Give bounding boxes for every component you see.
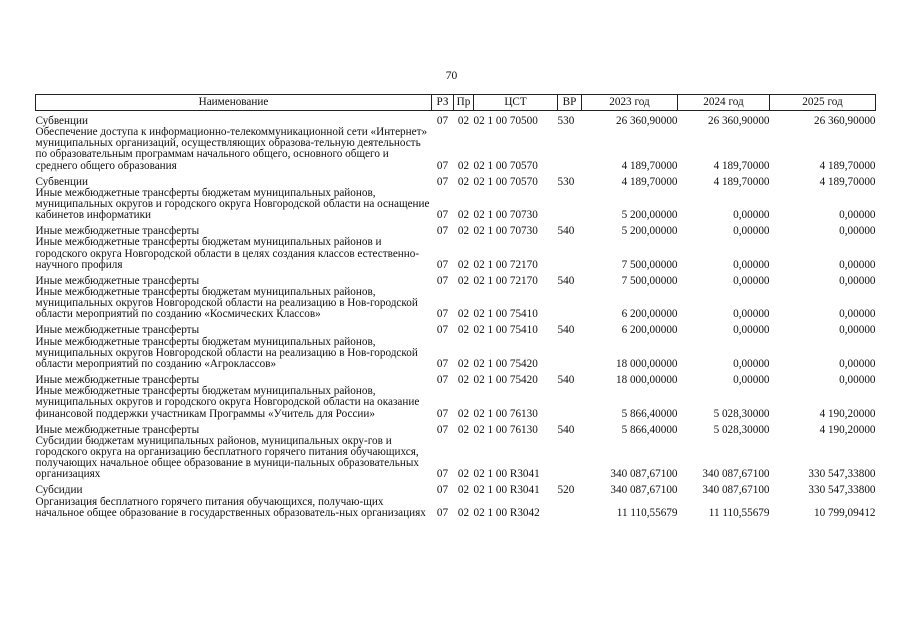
- row-cst: 02 1 00 72170: [473, 258, 538, 271]
- row-cst: 02 1 00 76130: [473, 407, 538, 420]
- row-vr: 540: [557, 374, 575, 387]
- row-2023: 26 360,90000: [615, 114, 678, 127]
- row-pr: 02: [457, 225, 470, 238]
- row-2023: 5 866,40000: [621, 407, 678, 420]
- row-2023: 7 500,00000: [621, 258, 678, 271]
- table-row: [36, 481, 876, 497]
- row-2025: 0,00000: [839, 358, 876, 371]
- row-name: Иные межбюджетные трансферты бюджетам муниципальных районов, муниципальных округов и городского округа Новгородской области на оснащение кабинетов информатики: [35, 186, 430, 222]
- row-name: Обеспечение доступа к информационно-телекоммуникационной сети «Интернет» муниципальных организаций, осуществляющих образова-тельную деятельность по образовательным программам начального общего, основного общего и среднего общего образования: [35, 126, 428, 172]
- row-2024: 26 360,90000: [707, 114, 770, 127]
- row-2025: 4 190,20000: [819, 407, 876, 420]
- row-pr: 02: [457, 468, 470, 481]
- row-vr: [558, 497, 582, 519]
- row-cst: 02 1 00 75410: [473, 324, 538, 337]
- row-2024: 4 189,70000: [713, 175, 770, 188]
- row-2024: 340 087,67100: [702, 468, 770, 481]
- row-name: Субвенции: [35, 175, 88, 188]
- row-vr: [558, 127, 582, 172]
- row-2023: 5 866,40000: [621, 423, 678, 436]
- table-row: [36, 271, 876, 287]
- budget-table: [35, 94, 876, 519]
- table-row: [36, 420, 876, 436]
- table-row: [36, 497, 876, 519]
- row-name: Организация бесплатного горячего питания обучающихся, получаю-щих начальное общее образование в государственных образователь-ных организациях: [35, 495, 426, 519]
- row-cst: 02 1 00 72170: [473, 274, 538, 287]
- header-2025: 2025 год: [770, 95, 876, 111]
- table-header-row: [36, 95, 876, 111]
- header-2023: 2023 год: [582, 95, 678, 111]
- row-2024: 0,00000: [733, 258, 770, 271]
- row-2023: 11 110,55679: [616, 506, 678, 519]
- row-name: Иные межбюджетные трансферты бюджетам муниципальных районов и городского округа Новгородской области в целях создания классов естественно-научного профиля: [35, 236, 420, 271]
- row-pr: 02: [457, 324, 470, 337]
- row-rz: 07: [436, 159, 449, 172]
- row-cst: 02 1 00 76130: [473, 423, 538, 436]
- row-2024: 0,00000: [733, 374, 770, 387]
- row-name: Иные межбюджетные трансферты: [35, 423, 200, 436]
- table-body: [36, 111, 876, 520]
- row-2023: 18 000,00000: [615, 358, 678, 371]
- row-2024: 5 028,30000: [713, 423, 770, 436]
- row-vr: 540: [557, 225, 575, 238]
- row-pr: 02: [457, 114, 470, 127]
- row-2023: 340 087,67100: [610, 468, 678, 481]
- row-2024: 0,00000: [733, 225, 770, 238]
- row-cst: 02 1 00 70730: [473, 225, 538, 238]
- row-cst: 02 1 00 75420: [473, 358, 538, 371]
- row-cst: 02 1 00 70570: [473, 159, 538, 172]
- row-vr: [558, 287, 582, 321]
- row-rz: 07: [436, 225, 449, 238]
- table-row: [36, 321, 876, 337]
- header-name: Наименование: [36, 95, 432, 111]
- row-cst: 02 1 00 70570: [473, 175, 538, 188]
- row-pr: 02: [457, 175, 470, 188]
- row-2025: 0,00000: [839, 308, 876, 321]
- table-row: [36, 337, 876, 371]
- row-name: Субсидии: [35, 484, 83, 497]
- row-vr: [558, 237, 582, 271]
- row-2023: 5 200,00000: [621, 209, 678, 222]
- row-2025: 26 360,90000: [813, 114, 876, 127]
- table-row: [36, 370, 876, 386]
- row-cst: 02 1 00 R3041: [473, 468, 540, 481]
- row-rz: 07: [436, 506, 449, 519]
- header-vr: ВР: [558, 95, 582, 111]
- row-cst: 02 1 00 75420: [473, 374, 538, 387]
- row-pr: 02: [457, 484, 470, 497]
- row-name: Иные межбюджетные трансферты бюджетам муниципальных районов, муниципальных округов Новгородской области на реализацию в Нов-городской области мероприятий по созданию «Космических Классов»: [35, 286, 418, 321]
- table-row: [36, 237, 876, 271]
- row-2024: 0,00000: [733, 209, 770, 222]
- row-vr: 520: [557, 484, 575, 497]
- row-2023: 18 000,00000: [615, 374, 678, 387]
- header-cst: ЦСТ: [474, 95, 558, 111]
- row-2025: 10 799,09412: [813, 506, 876, 519]
- row-vr: 540: [557, 274, 575, 287]
- row-vr: 540: [557, 324, 575, 337]
- row-name: Субвенции: [35, 114, 88, 127]
- row-cst: 02 1 00 70500: [473, 114, 538, 127]
- table-row: [36, 111, 876, 128]
- row-2024: 0,00000: [733, 308, 770, 321]
- row-name: Иные межбюджетные трансферты бюджетам муниципальных районов, муниципальных округов Новгородской области на реализацию в Нов-городской области мероприятий по созданию «Агроклассов»: [35, 335, 418, 371]
- row-vr: [558, 436, 582, 481]
- row-2023: 6 200,00000: [621, 308, 678, 321]
- row-2025: 4 189,70000: [819, 159, 876, 172]
- row-rz: 07: [436, 274, 449, 287]
- header-rz: РЗ: [432, 95, 454, 111]
- row-name: Субсидии бюджетам муниципальных районов, муниципальных окру-гов и городского округа на организацию бесплатного горячего питания обучающихся, получающих начальное общее образование в муници-пальных образовательных организациях: [35, 434, 419, 481]
- row-rz: 07: [436, 308, 449, 321]
- row-pr: 02: [457, 274, 470, 287]
- row-2023: 7 500,00000: [621, 274, 678, 287]
- row-2025: 0,00000: [839, 209, 876, 222]
- row-2023: 4 189,70000: [621, 159, 678, 172]
- row-rz: 07: [436, 374, 449, 387]
- row-cst: 02 1 00 R3041: [473, 484, 540, 497]
- table-row: [36, 221, 876, 237]
- table-row: [36, 127, 876, 172]
- row-2025: 4 189,70000: [819, 175, 876, 188]
- row-2024: 4 189,70000: [713, 159, 770, 172]
- row-vr: 530: [557, 114, 575, 127]
- row-pr: 02: [457, 209, 470, 222]
- row-2023: 4 189,70000: [621, 175, 678, 188]
- row-2025: 0,00000: [839, 274, 876, 287]
- row-2024: 340 087,67100: [702, 484, 770, 497]
- row-rz: 07: [436, 209, 449, 222]
- table-row: [36, 172, 876, 188]
- row-2025: 0,00000: [839, 374, 876, 387]
- row-2025: 4 190,20000: [819, 423, 876, 436]
- row-vr: [558, 188, 582, 222]
- row-2024: 11 110,55679: [708, 506, 770, 519]
- header-pr: Пр: [454, 95, 474, 111]
- row-rz: 07: [436, 407, 449, 420]
- row-cst: 02 1 00 70730: [473, 209, 538, 222]
- row-cst: 02 1 00 R3042: [473, 506, 540, 519]
- row-cst: 02 1 00 75410: [473, 308, 538, 321]
- row-name: Иные межбюджетные трансферты: [35, 274, 200, 287]
- row-pr: 02: [457, 358, 470, 371]
- row-2025: 330 547,33800: [808, 484, 876, 497]
- header-2024: 2024 год: [678, 95, 770, 111]
- row-2025: 330 547,33800: [808, 468, 876, 481]
- row-pr: 02: [457, 407, 470, 420]
- row-name: Иные межбюджетные трансферты бюджетам муниципальных районов, муниципальных округов и городского округа Новгородской области на оказание финансовой поддержки участникам Программы «Учитель для России»: [35, 385, 420, 420]
- row-vr: 530: [557, 175, 575, 188]
- row-pr: 02: [457, 423, 470, 436]
- row-rz: 07: [436, 423, 449, 436]
- row-pr: 02: [457, 258, 470, 271]
- row-pr: 02: [457, 506, 470, 519]
- row-vr: 540: [557, 423, 575, 436]
- table-row: [36, 188, 876, 222]
- row-2024: 0,00000: [733, 324, 770, 337]
- row-rz: 07: [436, 175, 449, 188]
- row-rz: 07: [436, 468, 449, 481]
- row-2024: 5 028,30000: [713, 407, 770, 420]
- row-vr: [558, 337, 582, 371]
- table-row: [36, 386, 876, 420]
- row-2024: 0,00000: [733, 274, 770, 287]
- row-rz: 07: [436, 114, 449, 127]
- row-rz: 07: [436, 358, 449, 371]
- row-name: Иные межбюджетные трансферты: [35, 225, 200, 238]
- row-rz: 07: [436, 484, 449, 497]
- table-row: [36, 436, 876, 481]
- row-2023: 340 087,67100: [610, 484, 678, 497]
- table-row: [36, 287, 876, 321]
- row-name: Иные межбюджетные трансферты: [35, 374, 200, 387]
- row-2023: 6 200,00000: [621, 324, 678, 337]
- row-2023: 5 200,00000: [621, 225, 678, 238]
- row-pr: 02: [457, 374, 470, 387]
- row-pr: 02: [457, 308, 470, 321]
- row-vr: [558, 386, 582, 420]
- row-name: Иные межбюджетные трансферты: [35, 324, 200, 337]
- row-2024: 0,00000: [733, 358, 770, 371]
- row-pr: 02: [457, 159, 470, 172]
- row-2025: 0,00000: [839, 258, 876, 271]
- row-2025: 0,00000: [839, 324, 876, 337]
- row-2025: 0,00000: [839, 225, 876, 238]
- row-rz: 07: [436, 258, 449, 271]
- row-rz: 07: [436, 324, 449, 337]
- page-number: 70: [445, 70, 458, 82]
